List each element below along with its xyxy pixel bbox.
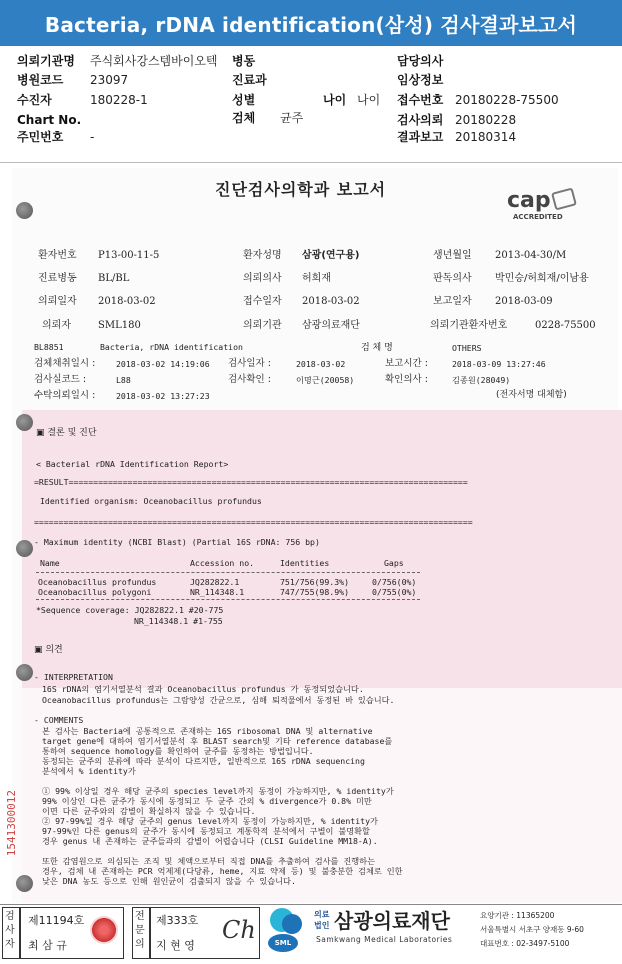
label-patient: 수진자 (17, 93, 52, 107)
logo-small-top: 의료 (314, 910, 330, 919)
value-requester: SML180 (98, 320, 141, 331)
comment-line: target gene에 대하여 염기서열분석 후 BLAST search및 기타 reference database를 (42, 736, 393, 746)
result-line: =RESULT================================================================================= (34, 477, 468, 487)
value-ward-doc: BL/BL (98, 273, 130, 284)
logo-small-bottom: 법인 (314, 921, 330, 930)
label-dept: 진료과 (232, 73, 267, 87)
label-req-doctor: 의뢰의사 (243, 273, 282, 284)
interpretation-heading: - INTERPRETATION (34, 672, 113, 682)
label-age: 나이 (323, 93, 347, 107)
item-line: 경우 genus 내 존재하는 균주들과의 감별이 어렵습니다 (CLSI Guideline MM18-A). (42, 836, 378, 846)
value-request-date: 20180228 (455, 113, 517, 127)
label-ward: 병동 (232, 54, 256, 68)
label-sex: 성별 (232, 93, 256, 107)
value-collect-time: 2018-03-02 14:19:06 (116, 359, 210, 369)
seq-coverage: *Sequence coverage: JQ282822.1 #20-775 (36, 605, 224, 615)
label-collect-time: 검체채취일시 : (34, 358, 96, 369)
label-clinical-info: 임상정보 (397, 73, 444, 87)
comment-line: 분석에서 % identity가 (42, 766, 136, 776)
doc-title: 진단검사의학과 보고서 (215, 180, 387, 199)
label-receive-time: 수탁의뢰일시 : (34, 390, 96, 401)
tail-line: 또한 감염원으로 의심되는 조직 및 체액으로부터 직접 DNA를 추출하여 검사를 진행하는 (42, 856, 375, 866)
label-report-time: 보고시간 : (385, 358, 428, 369)
label-specimen: 검체 (232, 111, 256, 125)
info-line: 대표번호 : 02-3497-5100 (480, 939, 570, 948)
label-specimen-name: 검 체 명 (361, 343, 393, 353)
identified-organism: Identified organism: Oceanobacillus profundus (40, 496, 262, 506)
value-patient-name: 삼광(연구용) (302, 250, 360, 261)
label-chart-no: Chart No. (17, 113, 82, 127)
value-report-date-doc: 2018-03-09 (495, 296, 553, 307)
specialist-label: 전문의 (135, 911, 145, 950)
label-receipt-date: 접수일자 (243, 296, 282, 307)
label-test-date: 검사일자 : (228, 358, 271, 369)
comment-line: 동정되는 균주의 분류에 따라 분석이 다르지만, 일반적으로 16S rDNA sequencing (42, 756, 365, 766)
value-institution: 주식회사강스템바이오텍 (90, 54, 218, 68)
value-lab-code: L88 (116, 375, 131, 385)
value-specimen-name: OTHERS (452, 343, 482, 353)
value-report-date: 20180314 (455, 130, 517, 144)
item-line: 이면 다른 균주와의 감별이 확실하지 않을 수 있습니다. (42, 806, 256, 816)
table-cell: 0/755(0%) (372, 587, 417, 597)
col-name: Name (40, 558, 60, 568)
item-line: 97-99%인 다른 genus의 균주가 동시에 동정되고 계통학적 분석에서 구별이 불명확할 (42, 826, 370, 836)
info-line: 요양기관 : 11365200 (480, 911, 555, 920)
institution-logo-name: 삼광의료재단 (334, 909, 450, 933)
checkmark-icon (551, 187, 577, 210)
value-patient-no: P13-00-11-5 (98, 250, 160, 261)
label-resident-no: 주민번호 (17, 130, 64, 144)
comments-heading: - COMMENTS (34, 715, 84, 725)
value-receive-time: 2018-03-02 13:27:23 (116, 391, 210, 401)
value-specimen: 균주 (280, 111, 304, 125)
label-ward-doc: 진료병동 (38, 273, 77, 284)
signature: Ch (222, 916, 256, 944)
table-divider (36, 572, 420, 573)
report-heading: < Bacterial rDNA Identification Report> (36, 459, 229, 469)
seq-coverage-2: NR_114348.1 #1-755 (134, 616, 223, 626)
label-report-date-doc: 보고일자 (433, 296, 472, 307)
value-confirm-doctor: 김종원(28049) (452, 375, 511, 385)
sml-logo-icon: SML (268, 908, 310, 954)
punch-hole-icon (16, 540, 33, 557)
section-conclusion: ▣ 결론 및 진단 (36, 428, 97, 438)
specialist-name: 지 현 영 (156, 939, 195, 952)
table-row: Oceanobacillus polygoni (38, 587, 152, 597)
label-birth: 생년월일 (433, 250, 472, 261)
col-gaps: Gaps (384, 558, 404, 568)
value-hospital-code: 23097 (90, 73, 129, 87)
value-resident-no: - (90, 130, 95, 144)
header-divider (0, 162, 622, 163)
specialist-license: 제333호 (156, 914, 199, 927)
label-hospital-code: 병원코드 (17, 73, 64, 87)
label-reading-doctor: 판독의사 (433, 273, 472, 284)
interpretation-line: 16S rDNA의 염기서열분석 결과 Oceanobacillus profundus 가 동정되었습니다. (42, 684, 364, 694)
value-reading-doctor: 박민승/허희재/이남용 (495, 273, 589, 284)
value-age: 나이 (357, 93, 381, 107)
value-test-date: 2018-03-02 (296, 359, 346, 369)
value-receipt-date: 2018-03-02 (302, 296, 360, 307)
label-requester: 의뢰자 (42, 320, 71, 331)
result-area (22, 410, 622, 688)
label-test-confirm: 검사확인 : (228, 374, 271, 385)
info-line: 서울특별시 서초구 양재동 9-60 (480, 925, 584, 934)
table-cell: 751/756(99.3%) (280, 577, 350, 587)
label-inst-patient-no: 의뢰기관환자번호 (430, 320, 508, 331)
col-accession: Accession no. (190, 558, 255, 568)
label-receipt-no: 접수번호 (397, 93, 444, 107)
punch-hole-icon (16, 664, 33, 681)
label-patient-no: 환자번호 (38, 250, 77, 261)
examiner-label: 검사자 (5, 911, 15, 950)
interpretation-line: Oceanobacillus profundus는 그람양성 간균으로, 심해 퇴적물에서 동정된 바 있습니다. (42, 695, 395, 705)
comment-line: 본 검사는 Bacteria에 공통적으로 존재하는 16S ribosomal DNA 및 alternative (42, 726, 373, 736)
value-req-institution: 삼광의료재단 (302, 320, 360, 331)
label-patient-name: 환자성명 (243, 250, 282, 261)
examiner-license: 제11194호 (28, 914, 85, 927)
examiner-name: 최 삼 규 (28, 939, 67, 952)
table-cell: 747/755(98.9%) (280, 587, 350, 597)
punch-hole-icon (16, 414, 33, 431)
table-divider (36, 599, 420, 600)
value-report-time: 2018-03-09 13:27:46 (452, 359, 546, 369)
bl-code: BL8851 (34, 342, 64, 352)
section-opinion: ▣ 의견 (34, 645, 63, 655)
cap-accredited-logo: cap ACCREDITED (505, 188, 585, 224)
value-test-confirm: 이명근(20058) (296, 375, 355, 385)
item-line: 99% 이상인 다른 균주가 동시에 동정되고 두 균주 간의 % divergence가 0.8% 미만 (42, 796, 372, 806)
comment-line: 통하여 sequence homology를 확인하여 균주를 동정하는 방법입니다. (42, 746, 314, 756)
value-patient: 180228-1 (90, 93, 148, 107)
table-cell: NR_114348.1 (190, 587, 245, 597)
label-lab-code: 검사실코드 : (34, 374, 87, 385)
test-name: Bacteria, rDNA identification (100, 342, 243, 352)
item-line: ① 99% 이상일 경우 해당 균주의 species level까지 동정이 가능하지만, % identity가 (42, 786, 394, 796)
item-line: ② 97-99%일 경우 해당 균주의 genus level까지 동정이 가능하지만, % identity가 (42, 816, 378, 826)
tail-line: 경우, 검체 내 존재하는 PCR 억제제(다당류, heme, 지료 약제 등) 및 불충분한 검체로 인한 (42, 866, 403, 876)
report-banner: Bacteria, rDNA identification(삼성) 검사결과보고서 (0, 0, 622, 46)
label-institution: 의뢰기관명 (17, 54, 75, 68)
table-cell: 0/756(0%) (372, 577, 417, 587)
label-confirm-doctor: 확인의사 : (385, 374, 428, 385)
table-row: Oceanobacillus profundus (38, 577, 157, 587)
label-req-institution: 의뢰기관 (243, 320, 282, 331)
value-inst-patient-no: 0228-75500 (535, 320, 596, 331)
table-cell: JQ282822.1 (190, 577, 240, 587)
col-identities: Identities (280, 558, 330, 568)
institution-english-name: Samkwang Medical Laboratories (316, 935, 453, 944)
punch-hole-icon (16, 202, 33, 219)
value-req-date: 2018-03-02 (98, 296, 156, 307)
side-serial-number: 1541300012 (5, 790, 18, 857)
value-req-doctor: 허희재 (302, 273, 331, 284)
value-birth: 2013-04-30/M (495, 250, 567, 261)
esign-note: (전자서명 대체함) (496, 390, 567, 400)
value-receipt-no: 20180228-75500 (455, 93, 559, 107)
max-identity: - Maximum identity (NCBI Blast) (Partial 16S rDNA: 756 bp) (34, 537, 320, 547)
seal-stamp-icon (90, 916, 118, 944)
tail-line: 낮은 DNA 농도 등으로 인해 원인균이 검출되지 않을 수 있습니다. (42, 876, 296, 886)
separator-line: ========================================================================================= (34, 517, 473, 527)
label-doctor: 담당의사 (397, 54, 444, 68)
punch-hole-icon (16, 875, 33, 892)
label-req-date: 의뢰일자 (38, 296, 77, 307)
label-request-date: 검사의뢰 (397, 113, 444, 127)
label-report-date: 결과보고 (397, 130, 444, 144)
